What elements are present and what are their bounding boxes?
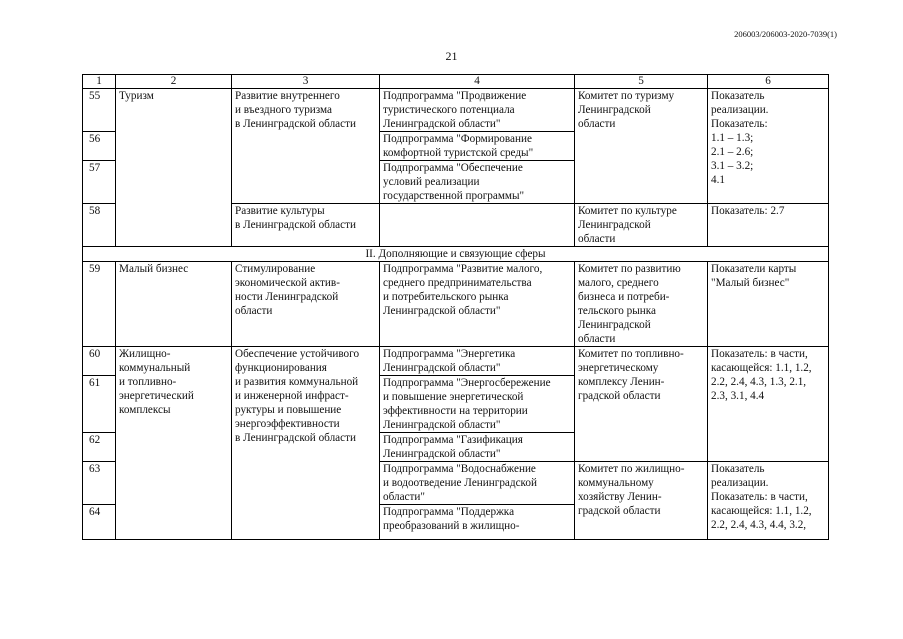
executor-cell: Комитет по топливно- энергетическому комплексу Ленин- градской области [575, 347, 708, 462]
column-number: 5 [575, 75, 708, 89]
sphere-cell: Туризм [116, 89, 232, 247]
subprogram-cell: Подпрограмма "Поддержка преобразований в жилищно- [380, 505, 575, 540]
column-number: 1 [83, 75, 116, 89]
sphere-cell: Жилищно- коммунальный и топливно- энергетический комплексы [116, 347, 232, 540]
indicators-cell: Показатели карты "Малый бизнес" [708, 262, 829, 347]
subprogram-cell: Подпрограмма "Водоснабжение и водоотведение Ленинградской области" [380, 462, 575, 505]
section-title: II. Дополняющие и связующие сферы [83, 247, 829, 262]
subprogram-cell: Подпрограмма "Обеспечение условий реализации государственной программы" [380, 161, 575, 204]
row-number: 64 [83, 505, 116, 540]
table-row [83, 347, 829, 376]
section-row [83, 247, 829, 262]
program-cell: Развитие внутреннего и въездного туризма в Ленинградской области [232, 89, 380, 204]
subprogram-cell: Подпрограмма "Продвижение туристического потенциала Ленинградской области" [380, 89, 575, 132]
column-number: 4 [380, 75, 575, 89]
row-number: 63 [83, 462, 116, 505]
column-number: 3 [232, 75, 380, 89]
program-cell: Стимулирование экономической актив- ности Ленинградской области [232, 262, 380, 347]
indicators-cell: Показатель: 2.7 [708, 204, 829, 247]
page-number: 21 [445, 49, 458, 63]
executor-cell: Комитет по развитию малого, среднего бизнеса и потреби- тельского рынка Ленинградской области [575, 262, 708, 347]
subprogram-cell: Подпрограмма "Газификация Ленинградской области" [380, 433, 575, 462]
program-cell: Обеспечение устойчивого функционирования и развития коммунальной и инженерной инфраст- руктуры и повышение энергоэффективности в Ленинградской области [232, 347, 380, 540]
row-number: 56 [83, 132, 116, 161]
executor-cell: Комитет по жилищно- коммунальному хозяйству Ленин- градской области [575, 462, 708, 540]
row-number: 59 [83, 262, 116, 347]
subprogram-cell: Подпрограмма "Формирование комфортной туристской среды" [380, 132, 575, 161]
subprogram-cell: Подпрограмма "Развитие малого, среднего предпринимательства и потребительского рынка Ленинградской области" [380, 262, 575, 347]
program-table [82, 74, 829, 540]
row-number: 62 [83, 433, 116, 462]
subprogram-cell: Подпрограмма "Энергетика Ленинградской области" [380, 347, 575, 376]
row-number: 60 [83, 347, 116, 376]
column-number: 6 [708, 75, 829, 89]
row-number: 55 [83, 89, 116, 132]
sphere-cell: Малый бизнес [116, 262, 232, 347]
executor-cell: Комитет по туризму Ленинградской области [575, 89, 708, 204]
executor-cell: Комитет по культуре Ленинградской области [575, 204, 708, 247]
program-cell: Развитие культуры в Ленинградской области [232, 204, 380, 247]
column-number: 2 [116, 75, 232, 89]
table-row [83, 262, 829, 347]
column-numbers-row [83, 75, 829, 89]
row-number: 61 [83, 376, 116, 433]
subprogram-cell [380, 204, 575, 247]
indicators-cell: Показатель реализации. Показатель: 1.1 – 1.3; 2.1 – 2.6; 3.1 – 3.2; 4.1 [708, 89, 829, 204]
table-row [83, 89, 829, 132]
indicators-cell: Показатель: в части, касающейся: 1.1, 1.2, 2.2, 2.4, 4.3, 1.3, 2.1, 2.3, 3.1, 4.4 [708, 347, 829, 462]
subprogram-cell: Подпрограмма "Энергосбережение и повышение энергетической эффективности на территории Ленинградской области" [380, 376, 575, 433]
row-number: 58 [83, 204, 116, 247]
document-id: 206003/206003-2020-7039(1) [734, 29, 837, 39]
row-number: 57 [83, 161, 116, 204]
indicators-cell: Показатель реализации. Показатель: в части, касающейся: 1.1, 1.2, 2.2, 2.4, 4.3, 4.4, 3.2, [708, 462, 829, 540]
